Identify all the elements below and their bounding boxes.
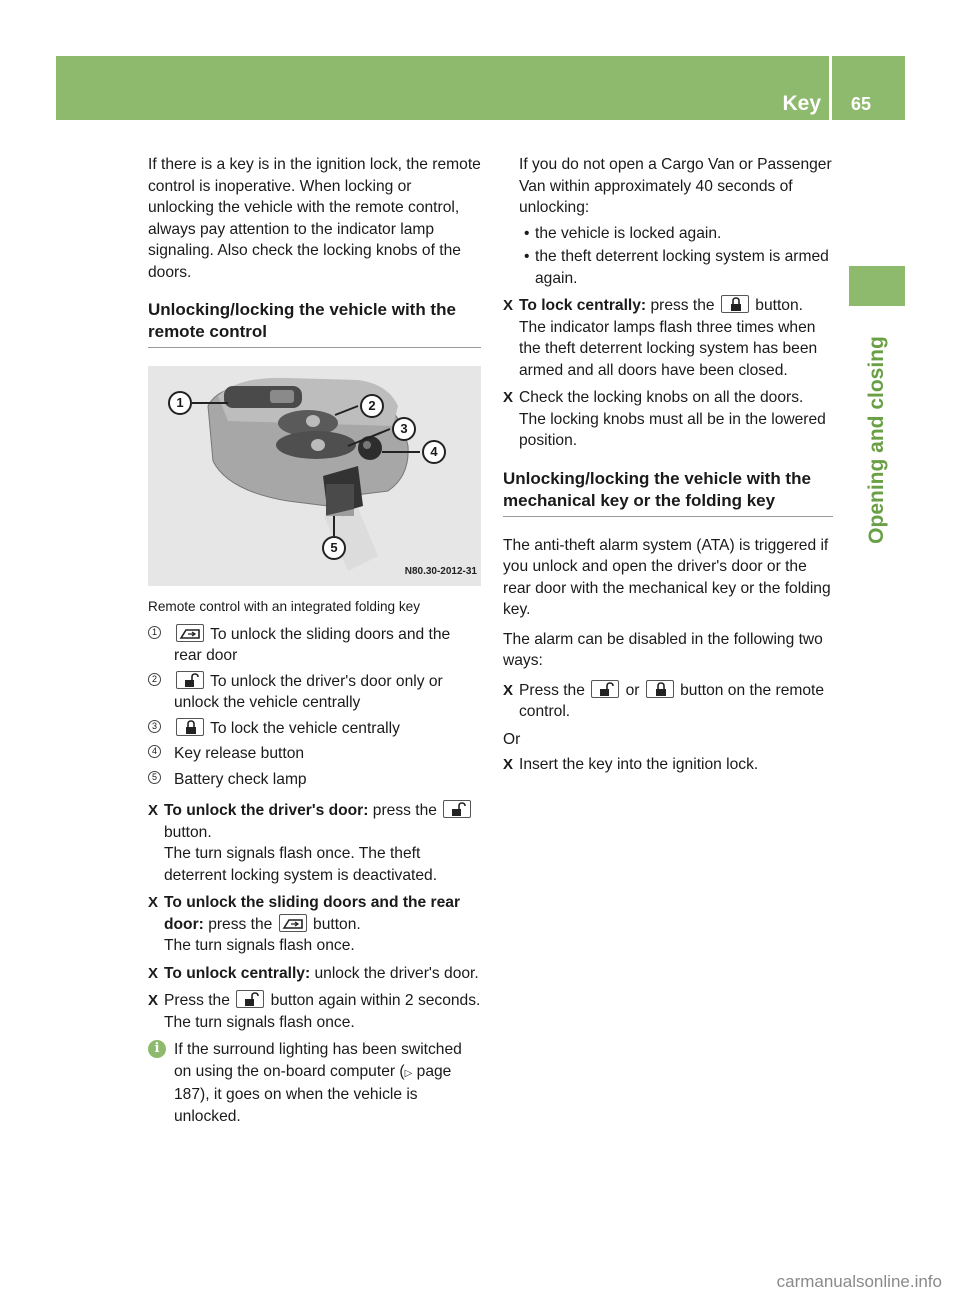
legend-number: 4 — [148, 745, 161, 758]
unlock-icon — [236, 990, 264, 1008]
step-unlock-sliding-doors: X To unlock the sliding doors and the rear door: press the button. The turn signals flash once. — [148, 894, 461, 954]
disable-alarm-paragraph: The alarm can be disabled in the following two ways: — [503, 630, 823, 669]
step-marker-icon: X — [148, 802, 159, 819]
unlock-icon — [176, 671, 204, 689]
lock-icon — [721, 295, 749, 313]
side-tab-label: Opening and closing — [865, 336, 888, 544]
figure-code: N80.30-2012-31 — [404, 565, 477, 577]
info-note: i If the surround lighting has been switched on using the on-board computer (▷ page 187), it goes on when the vehicle is unlocked. — [148, 1039, 481, 1127]
step-insert-key: X Insert the key into the ignition lock. — [503, 754, 833, 776]
step-check-knobs: X Check the locking knobs on all the doors. The locking knobs must all be in the lowered position. — [503, 389, 826, 449]
header-bar — [56, 56, 905, 120]
legend-item-3: 3 To lock the vehicle centrally — [148, 718, 481, 740]
auto-relock-list — [503, 223, 833, 290]
step-marker-icon: X — [503, 389, 514, 406]
info-icon: i — [148, 1040, 166, 1058]
right-intro: If you do not open a Cargo Van or Passenger Van within approximately 40 seconds of unlocking: — [519, 156, 832, 216]
step-press-lock-unlock: X Press the or button on the remote control. — [503, 681, 825, 720]
step-unlock-centrally: X To unlock centrally: unlock the driver's door. — [148, 963, 481, 985]
header-title: Key — [782, 92, 821, 115]
step-marker-icon: X — [148, 964, 159, 982]
ata-paragraph: The anti-theft alarm system (ATA) is triggered if you unlock and open the driver's door or the rear door with the mechanical key or the folding key. — [503, 536, 831, 618]
page-number: 65 — [850, 94, 871, 114]
callout-4: 4 — [422, 440, 446, 464]
header-divider — [829, 56, 832, 120]
legend-item-5: 5 Battery check lamp — [148, 769, 481, 791]
lock-icon — [176, 718, 204, 736]
step-marker-icon: X — [503, 297, 514, 314]
legend-number: 1 — [148, 626, 161, 639]
section-heading-mechanical-key: Unlocking/locking the vehicle with the mechanical key or the folding key — [503, 468, 833, 517]
list-item: • the theft deterrent locking system is armed again. — [519, 246, 833, 289]
lock-icon — [646, 680, 674, 698]
left-column — [148, 154, 481, 1127]
section-heading-remote: Unlocking/locking the vehicle with the remote control — [148, 299, 481, 348]
sliding-door-icon — [176, 624, 204, 642]
watermark: carmanualsonline.info — [776, 1272, 942, 1291]
left-intro: If there is a key is in the ignition lock, the remote control is inoperative. When locking or unlocking the vehicle with the remote control, always pay attention to the indicator lamp signaling. Also check the locking knobs of the doors. — [148, 156, 481, 281]
step-marker-icon: X — [503, 681, 514, 699]
page-ref-arrow-icon: ▷ — [404, 1067, 413, 1079]
side-tab-marker — [849, 266, 905, 306]
step-marker-icon: X — [148, 992, 159, 1009]
figure-caption: Remote control with an integrated folding key — [148, 599, 421, 614]
right-column — [503, 154, 833, 782]
step-marker-icon: X — [503, 756, 514, 773]
list-item: • the vehicle is locked again. — [519, 223, 833, 245]
callout-2: 2 — [360, 394, 384, 418]
legend-item-2: 2 To unlock the driver's door only or unlock the vehicle centrally — [148, 671, 481, 714]
unlock-icon — [591, 680, 619, 698]
legend-item-1: 1 To unlock the sliding doors and the rear door — [148, 624, 481, 667]
step-press-unlock-again: X Press the button again within 2 seconds. The turn signals flash once. — [148, 992, 481, 1031]
step-unlock-driver-door: X To unlock the driver's door: press the button. The turn signals flash once. The theft deterrent locking system is deactivated. — [148, 800, 481, 886]
legend-number: 3 — [148, 720, 161, 733]
step-marker-icon: X — [148, 894, 159, 911]
remote-control-figure — [148, 366, 481, 586]
legend-number: 2 — [148, 673, 161, 686]
step-lock-centrally: X To lock centrally: press the button. The indicator lamps flash three times when the theft deterrent locking system has been armed and all doors have been closed. — [503, 297, 818, 379]
remote-control-illustration — [148, 366, 481, 586]
unlock-icon — [443, 800, 471, 818]
callout-5: 5 — [322, 536, 346, 560]
sliding-door-icon — [279, 914, 307, 932]
callout-3: 3 — [392, 417, 416, 441]
legend-item-4: 4 Key release button — [148, 743, 481, 765]
legend-number: 5 — [148, 771, 161, 784]
or-separator: Or — [503, 730, 521, 748]
callout-1: 1 — [168, 391, 192, 415]
page-reference-link[interactable]: page 187 — [174, 1062, 452, 1103]
